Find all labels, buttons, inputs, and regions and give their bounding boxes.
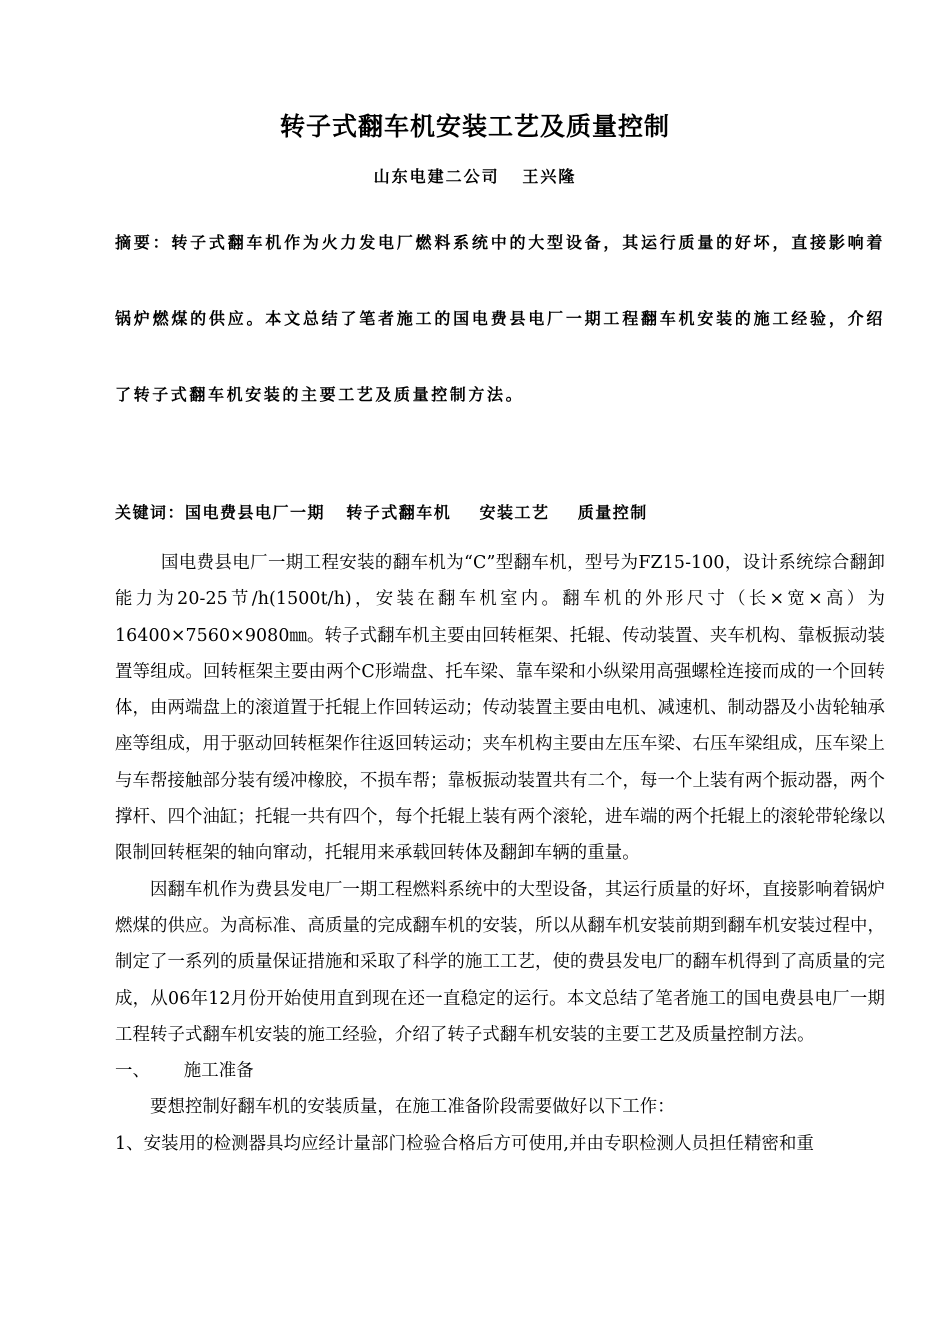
keywords: 关键词：国电费县电厂一期 转子式翻车机 安装工艺 质量控制 xyxy=(115,503,648,522)
author-line: 山东电建二公司 王兴隆 xyxy=(373,167,577,186)
list-item-1: 1、安装用的检测器具均应经计量部门检验合格后方可使用,并由专职检测人员担任精密和重 xyxy=(115,1133,814,1154)
section-heading-preparation: 一、 施工准备 xyxy=(115,1061,254,1082)
paragraph-preparation: 要想控制好翻车机的安装质量，在施工准备阶段需要做好以下工作： xyxy=(150,1097,675,1118)
body-text xyxy=(115,545,885,1162)
document-title: 转子式翻车机安装工艺及质量控制 xyxy=(279,112,670,141)
paragraph-intro: 国电费县电厂一期工程安装的翻车机为“C”型翻车机，型号为FZ15-100，设计系统综合翻卸能力为20-25节/h(1500t/h)，安装在翻车机室内。翻车机的外形尺寸（长×宽×高）为16400×7560×9080㎜。转子式翻车机主要由回转框架、托辊、传动装置、夹车机构、靠板振动装置等组成。回转框架主要由两个C形端盘、托车梁、靠车梁和小纵梁用高强螺栓连接而成的一个回转体，由两端盘上的滚道置于托辊上作回转运动；传动装置主要由电机、减速机、制动器及小齿轮轴承座等组成，用于驱动回转框架作往返回转运动；夹车机构主要由左压车梁、右压车梁组成，压车梁上与车帮接触部分装有缓冲橡胶，不损车帮；靠板振动装置共有二个，每一个上装有两个振动器，两个撑杆、四个油缸；托辊一共有四个，每个托辊上装有两个滚轮，进车端的两个托辊上的滚轮带轮缘以限制回转框架的轴向窜动，托辊用来承载回转体及翻卸车辆的重量。 xyxy=(115,553,885,864)
paragraph-background: 因翻车机作为费县发电厂一期工程燃料系统中的大型设备，其运行质量的好坏，直接影响着锅炉燃煤的供应。为高标准、高质量的完成翻车机的安装，所以从翻车机安装前期到翻车机安装过程中，制定了一系列的质量保证措施和采取了科学的施工工艺，使的费县发电厂的翻车机得到了高质量的完成，从06年12月份开始使用直到现在还一直稳定的运行。本文总结了笔者施工的国电费县电厂一期工程转子式翻车机安装的施工经验，介绍了转子式翻车机安装的主要工艺及质量控制方法。 xyxy=(115,879,885,1045)
abstract: 摘要：转子式翻车机作为火力发电厂燃料系统中的大型设备，其运行质量的好坏，直接影响着锅炉燃煤的供应。本文总结了笔者施工的国电费县电厂一期工程翻车机安装的施工经验，介绍了转子式翻车机安装的主要工艺及质量控制方法。 xyxy=(115,233,885,404)
